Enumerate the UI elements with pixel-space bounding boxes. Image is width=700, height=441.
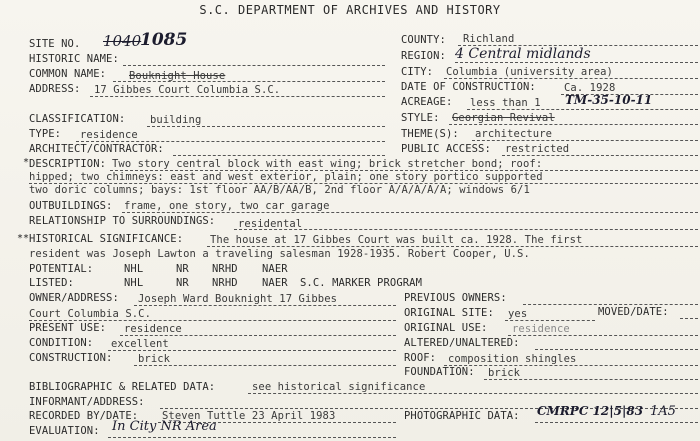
- city-value: Columbia (university area): [446, 66, 613, 78]
- moved-date-label: MOVED/DATE:: [598, 306, 669, 318]
- photographic-data-suffix: 1A5: [650, 404, 676, 419]
- description-line-3: two doric columns; bays: 1st floor AA/B/AA/B, 2nd floor A/A/A/A/A; windows 6/1: [29, 184, 530, 196]
- common-name-value: Bouknight House: [129, 70, 226, 82]
- classification-line: [147, 126, 385, 127]
- outbuildings-value: frame, one story, two car garage: [124, 200, 330, 212]
- condition-label: CONDITION:: [29, 337, 94, 349]
- site-no-value: 1085: [140, 30, 188, 50]
- listed-nrhd: NRHD: [212, 277, 238, 289]
- listed-nr: NR: [176, 277, 189, 289]
- owner-rule-1: [134, 305, 396, 306]
- acreage-label: ACREAGE:: [401, 96, 453, 108]
- owner-line-1: Joseph Ward Bouknight 17 Gibbes: [138, 293, 338, 305]
- construction-value: brick: [138, 353, 171, 365]
- card-header: S.C. DEPARTMENT OF ARCHIVES AND HISTORY: [199, 3, 501, 17]
- listed-naer: NAER: [262, 277, 288, 289]
- historical-significance-label: HISTORICAL SIGNIFICANCE:: [29, 233, 184, 245]
- evaluation-label: EVALUATION:: [29, 425, 100, 437]
- original-site-line: [505, 320, 595, 321]
- owner-label: OWNER/ADDRESS:: [29, 292, 119, 304]
- common-name-line: [113, 81, 385, 82]
- type-value: residence: [80, 129, 138, 141]
- photographic-data-line: [535, 422, 698, 423]
- previous-owners-line: [523, 304, 698, 305]
- historic-name-line: [123, 65, 385, 66]
- sc-marker-program: S.C. MARKER PROGRAM: [300, 277, 423, 289]
- acreage-value: less than 1: [470, 97, 541, 109]
- recorded-by-value: Steven Tuttle 23 April 1983: [162, 410, 336, 422]
- construction-label: CONSTRUCTION:: [29, 352, 113, 364]
- roof-line: [444, 365, 698, 366]
- condition-value: excellent: [111, 338, 169, 350]
- type-label: TYPE:: [29, 128, 62, 140]
- original-site-label: ORIGINAL SITE:: [404, 307, 494, 319]
- county-label: COUNTY:: [401, 34, 446, 46]
- date-of-construction-value: Ca. 1928: [564, 82, 616, 94]
- original-use-label: ORIGINAL USE:: [404, 322, 488, 334]
- relationship-label: RELATIONSHIP TO SURROUNDINGS:: [29, 215, 216, 227]
- moved-date-line: [680, 318, 698, 319]
- historical-significance-rule-1: [207, 246, 698, 247]
- historic-name-label: HISTORIC NAME:: [29, 53, 119, 65]
- evaluation-handwritten: In City NR Area: [112, 419, 217, 434]
- altered-line: [535, 349, 698, 350]
- bibliographic-value: see historical significance: [252, 381, 426, 393]
- recorded-by-label: RECORDED BY/DATE:: [29, 410, 139, 422]
- potential-label: POTENTIAL:: [29, 263, 94, 275]
- public-access-value: restricted: [505, 143, 570, 155]
- common-name-label: COMMON NAME:: [29, 68, 107, 80]
- potential-nhl: NHL: [124, 263, 144, 275]
- public-access-label: PUBLIC ACCESS:: [401, 143, 491, 155]
- site-no-label: SITE NO.: [29, 38, 81, 50]
- original-use-line: [508, 335, 698, 336]
- style-label: STYLE:: [401, 112, 440, 124]
- classification-label: CLASSIFICATION:: [29, 113, 126, 125]
- region-line: [455, 62, 698, 63]
- significance-asterisk: **: [17, 233, 30, 244]
- description-line-2: hipped; two chimneys: east and west exterior, plain; one story portico supported: [29, 171, 543, 183]
- historical-significance-line-1: The house at 17 Gibbes Court was built ca. 1928. The first: [210, 234, 583, 246]
- foundation-line: [484, 379, 698, 380]
- themes-value: architecture: [475, 128, 553, 140]
- informant-label: INFORMANT/ADDRESS:: [29, 396, 145, 408]
- potential-nrhd: NRHD: [212, 263, 238, 275]
- site-no-struck: 1040: [103, 32, 142, 50]
- owner-rule-2: [29, 320, 396, 321]
- historical-significance-line-2: resident was Joseph Lawton a traveling salesman 1928-1935. Robert Cooper, U.S.: [29, 248, 530, 260]
- outbuildings-label: OUTBUILDINGS:: [29, 200, 113, 212]
- listed-label: LISTED:: [29, 277, 74, 289]
- photographic-data-handwritten: CMRPC 12|5|83: [537, 404, 644, 418]
- description-asterisk: *: [23, 157, 30, 168]
- acreage-line: [467, 109, 698, 110]
- original-use-value: residence: [512, 323, 570, 335]
- bibliographic-label: BIBLIOGRAPHIC & RELATED DATA:: [29, 381, 216, 393]
- acreage-handwritten: TM-35-10-11: [565, 93, 653, 107]
- address-label: ADDRESS:: [29, 83, 81, 95]
- type-line: [76, 141, 385, 142]
- original-site-value: yes: [508, 308, 528, 320]
- present-use-value: residence: [124, 323, 182, 335]
- listed-nhl: NHL: [124, 277, 144, 289]
- address-line: [90, 96, 385, 97]
- address-value: 17 Gibbes Court Columbia S.C.: [94, 84, 281, 96]
- foundation-label: FOUNDATION:: [404, 366, 475, 378]
- description-label: DESCRIPTION:: [29, 158, 107, 170]
- present-use-line: [120, 335, 396, 336]
- region-label: REGION:: [401, 50, 446, 62]
- foundation-value: brick: [488, 367, 521, 379]
- evaluation-line: [108, 437, 396, 438]
- date-of-construction-label: DATE OF CONSTRUCTION:: [401, 81, 536, 93]
- previous-owners-label: PREVIOUS OWNERS:: [404, 292, 507, 304]
- style-value: Georgian Revival: [452, 112, 555, 124]
- city-line: [444, 78, 698, 79]
- potential-naer: NAER: [262, 263, 288, 275]
- architect-line: [173, 155, 385, 156]
- classification-value: building: [150, 114, 202, 126]
- construction-line: [134, 365, 396, 366]
- style-line: [449, 124, 698, 125]
- outbuildings-line: [122, 212, 698, 213]
- condition-line: [108, 350, 396, 351]
- county-value: Richland: [463, 33, 515, 45]
- description-line-1: Two story central block with east wing; brick stretcher bond; roof:: [112, 158, 543, 170]
- roof-value: composition shingles: [448, 353, 577, 365]
- roof-label: ROOF:: [404, 352, 437, 364]
- relationship-value: residental: [238, 218, 303, 230]
- photographic-data-label: PHOTOGRAPHIC DATA:: [404, 410, 520, 422]
- potential-nr: NR: [176, 263, 189, 275]
- region-value: 4 Central midlands: [455, 46, 591, 62]
- altered-label: ALTERED/UNALTERED:: [404, 337, 520, 349]
- bibliographic-line: [248, 393, 698, 394]
- themes-line: [472, 140, 698, 141]
- architect-label: ARCHITECT/CONTRACTOR:: [29, 143, 164, 155]
- themes-label: THEME(S):: [401, 128, 459, 140]
- relationship-line: [234, 229, 698, 230]
- city-label: CITY:: [401, 66, 434, 78]
- owner-line-2: Court Columbia S.C.: [29, 308, 152, 320]
- public-access-line: [502, 155, 698, 156]
- present-use-label: PRESENT USE:: [29, 322, 107, 334]
